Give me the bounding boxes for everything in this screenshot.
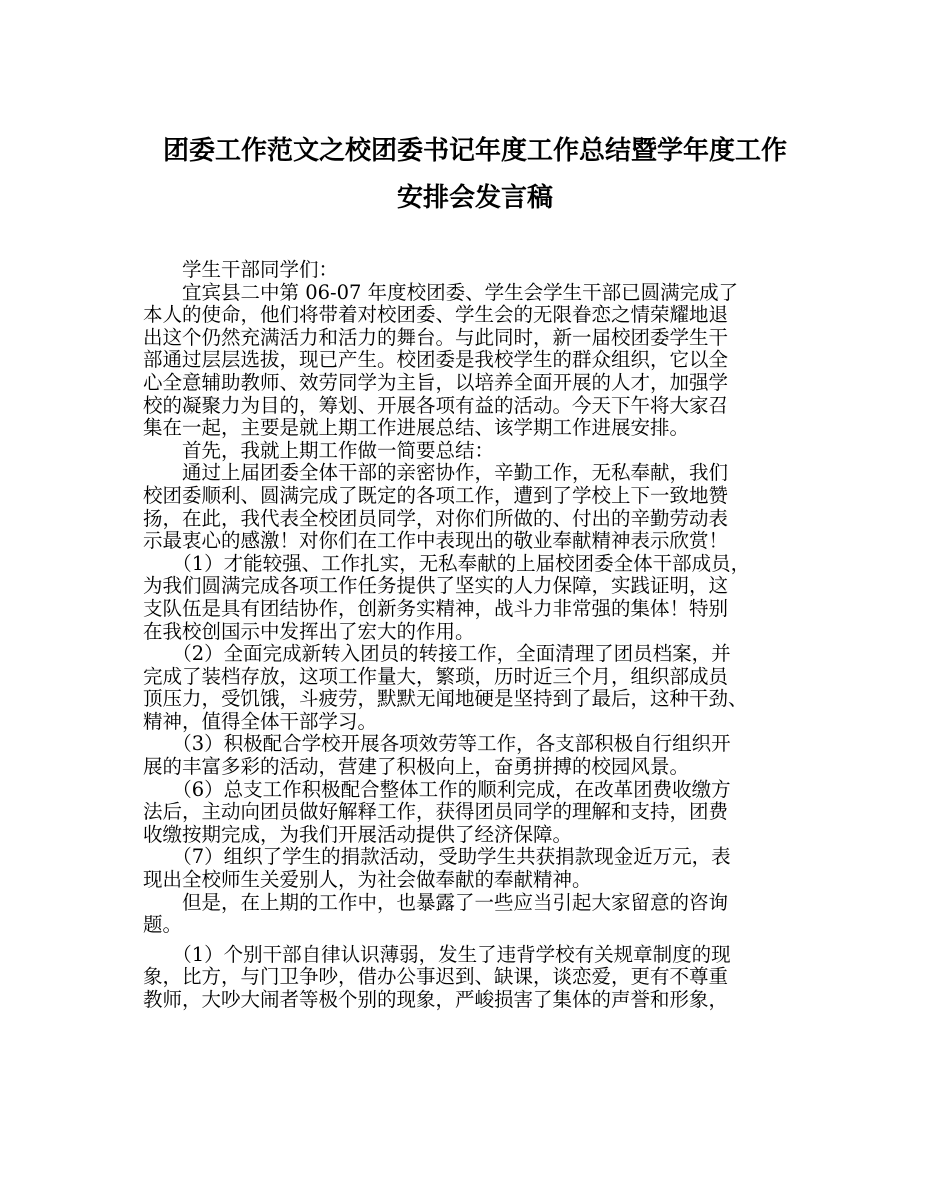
text-line: 象，比方，与门卫争吵，借办公事迟到、缺课，谈恋爱，更有不尊重 <box>143 965 729 989</box>
text-line: 学生干部同学们： <box>143 258 339 281</box>
text-line: 校团委顺利、圆满完成了既定的各项工作，遭到了学校上下一致地赞 <box>143 483 729 507</box>
title-line-2: 安排会发言稿 <box>396 183 553 213</box>
document-title <box>120 128 830 222</box>
text-line: 收缴按期完成，为我们开展活动提供了经济保障。 <box>143 822 573 846</box>
text-line: 宜宾县二中第 06-07 年度校团委、学生会学生干部已圆满完成了 <box>143 280 739 304</box>
paragraph-item-2 <box>143 643 826 733</box>
text-line: 完成了装档存放，这项工作量大，繁琐，历时近三个月，组织部成员 <box>143 664 729 688</box>
text-line: 出这个仍然充满活力和活力的舞台。与此同时，新一届校团委学生干 <box>143 325 729 349</box>
text-line: （1）个别干部自律认识薄弱，发生了违背学校有关规章制度的现 <box>143 942 731 966</box>
text-line: （2）全面完成新转入团员的转接工作，全面清理了团员档案，并 <box>143 642 731 666</box>
text-line: 示最衷心的感激！对你们在工作中表现出的敬业奉献精神表示欣赏！ <box>143 529 729 553</box>
text-line: 在我校创国示中发挥出了宏大的作用。 <box>143 619 475 643</box>
paragraph-problem-1 <box>143 944 826 1012</box>
salutation <box>143 259 826 282</box>
paragraph-intro <box>143 282 826 440</box>
text-line: 顶压力，受饥饿，斗疲劳，默默无闻地硬是坚持到了最后，这种干劲、 <box>143 687 748 711</box>
text-line: 校的凝聚力为目的，筹划、开展各项有益的活动。今天下午将大家召 <box>143 393 729 417</box>
paragraph-problems-lead <box>143 892 826 937</box>
text-line: （7）组织了学生的捐款活动，受助学生共获捐款现金近万元，表 <box>143 845 731 869</box>
text-line: 心全意辅助教师、效劳同学为主旨，以培养全面开展的人才，加强学 <box>143 370 729 394</box>
text-line: 展的丰富多彩的活动，营建了积极向上，奋勇拼搏的校园风景。 <box>143 755 690 779</box>
title-line-1: 团委工作范文之校团委书记年度工作总结暨学年度工作 <box>162 136 787 166</box>
text-line: 教师，大吵大闹者等极个别的现象，严峻损害了集体的声誉和形象， <box>143 988 729 1011</box>
text-line: 首先，我就上期工作做一简要总结： <box>143 438 495 462</box>
text-line: 但是，在上期的工作中，也暴露了一些应当引起大家留意的咨询 <box>143 890 729 914</box>
paragraph-summary-lead <box>143 440 826 463</box>
text-line: 部通过层层选拔，现已产生。校团委是我校学生的群众组织，它以全 <box>143 348 729 372</box>
text-line: 支队伍是具有团结协作，创新务实精神，战斗力非常强的集体！特别 <box>143 596 729 620</box>
paragraph-thanks <box>143 462 826 552</box>
text-line: （1）才能较强、工作扎实，无私奉献的上届校团委全体干部成员， <box>143 551 751 575</box>
text-line: 为我们圆满完成各项工作任务提供了坚实的人力保障，实践证明，这 <box>143 574 729 598</box>
text-line: （6）总支工作积极配合整体工作的顺利完成，在改革团费收缴方 <box>143 777 731 801</box>
text-line: 题。 <box>143 913 183 937</box>
text-line: 扬，在此，我代表全校团员同学，对你们所做的、付出的辛勤劳动表 <box>143 506 729 530</box>
paragraph-item-7 <box>143 846 826 891</box>
text-line: 通过上届团委全体干部的亲密协作，辛勤工作，无私奉献，我们 <box>143 461 729 485</box>
paragraph-item-6 <box>143 779 826 847</box>
paragraph-item-1 <box>143 553 826 643</box>
text-line: 现出全校师生关爱别人，为社会做奉献的奉献精神。 <box>143 868 592 892</box>
text-line: 本人的使命，他们将带着对校团委、学生会的无限眷恋之情荣耀地退 <box>143 303 729 327</box>
text-line: （3）积极配合学校开展各项效劳等工作，各支部积极自行组织开 <box>143 732 731 756</box>
text-line: 精神，值得全体干部学习。 <box>143 709 378 733</box>
paragraph-item-3 <box>143 733 826 778</box>
document-body <box>143 259 826 1012</box>
text-line: 法后，主动向团员做好解释工作，获得团员同学的理解和支持，团费 <box>143 800 729 824</box>
text-line: 集在一起，主要是就上期工作进展总结、该学期工作进展安排。 <box>143 416 690 440</box>
